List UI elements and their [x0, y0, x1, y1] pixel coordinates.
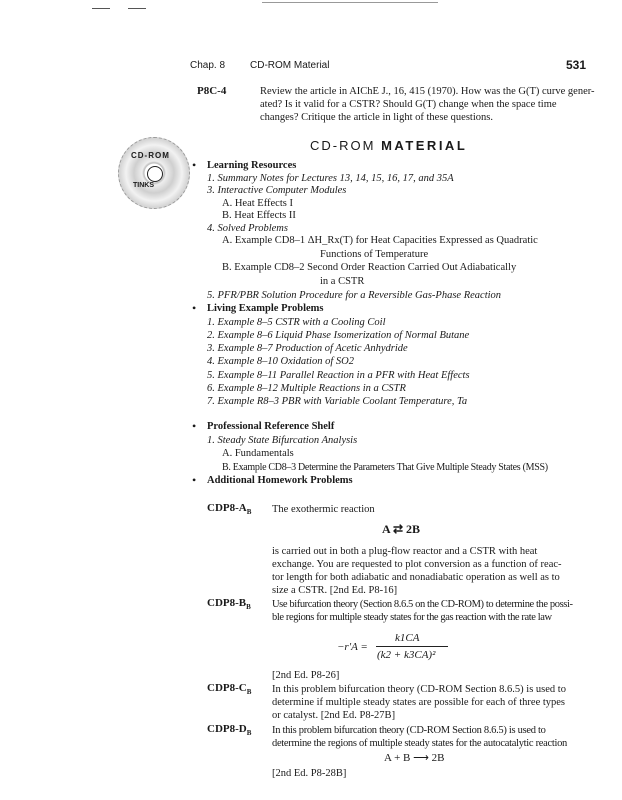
list-item-continuation: in a CSTR	[320, 276, 365, 287]
list-item-continuation: Functions of Temperature	[320, 249, 429, 260]
problem-label-cdp8d	[207, 723, 251, 737]
running-header-title: CD-ROM Material	[250, 60, 330, 71]
label-sub: B	[246, 508, 252, 517]
list-item: 4. Example 8–10 Oxidation of SO2	[207, 356, 354, 367]
cdrom-disc-icon	[118, 137, 190, 209]
text-line: exchange. You are requested to plot conversion as a function of reac-	[272, 559, 562, 570]
bullet-icon: •	[192, 419, 197, 433]
page-number: 531	[566, 58, 587, 72]
cdp8b-ref: [2nd Ed. P8-26]	[272, 670, 340, 681]
list-item: 5. Example 8–11 Parallel Reaction in a PFR with Heat Effects	[207, 370, 470, 381]
problem-text-p8c4	[260, 85, 595, 124]
list-item: 1. Summary Notes for Lectures 13, 14, 15, 16, 17, and 35A	[207, 173, 454, 184]
top-center-rule	[262, 2, 438, 3]
text-line: Review the article in AIChE J., 16, 415 (1970). How was the G(T) curve gener-	[260, 86, 595, 97]
text-line: or catalyst. [2nd Ed. P8-27B]	[272, 710, 396, 721]
cdp8b-text	[272, 598, 573, 624]
bullet-icon: •	[192, 158, 197, 172]
problem-label-cdp8b	[207, 597, 251, 611]
list-item: 1. Example 8–5 CSTR with a Cooling Coil	[207, 317, 386, 328]
text-line: determine the regions of multiple steady states for the autocatalytic reaction	[272, 738, 567, 749]
text-line: ble regions for multiple steady states for the gas reaction with the rate law	[272, 612, 552, 623]
cdp8a-intro: The exothermic reaction	[272, 504, 375, 515]
fraction-bar	[376, 646, 448, 647]
list-item: 2. Example 8–6 Liquid Phase Isomerization of Normal Butane	[207, 330, 470, 341]
bullet-icon: •	[192, 473, 197, 487]
list-item: B. Example CD8–3 Determine the Parameters That Give Multiple Steady States (MSS)	[222, 462, 548, 473]
section-title-bold: MATERIAL	[381, 138, 468, 153]
professional-reference-heading: Professional Reference Shelf	[207, 421, 335, 432]
problem-label-cdp8c	[207, 682, 251, 696]
rate-law-numerator: k1CA	[395, 632, 420, 644]
label-main: CDP8-B	[207, 597, 247, 609]
list-item: 1. Steady State Bifurcation Analysis	[207, 435, 358, 446]
label-main: CDP8-D	[207, 723, 247, 735]
top-left-rule-2	[128, 8, 146, 9]
section-title	[310, 138, 467, 153]
list-item: 7. Example R8–3 PBR with Variable Coolant Temperature, Ta	[207, 396, 468, 407]
text-line: determine if multiple steady states are possible for each of three types	[272, 697, 566, 708]
list-item: 4. Solved Problems	[207, 223, 288, 234]
living-examples-heading: Living Example Problems	[207, 303, 324, 314]
list-item: A. Fundamentals	[222, 448, 294, 459]
rate-law-denominator: (k2 + k3CA)²	[377, 649, 436, 661]
text-line: In this problem bifurcation theory (CD-ROM Section 8.6.5) is used to	[272, 684, 566, 695]
rate-law-lhs: −r′A =	[337, 641, 368, 653]
cdrom-logo-line2: TINKS	[133, 182, 154, 189]
cdrom-logo-line1: CD-ROM	[131, 151, 170, 160]
list-item: B. Example CD8–2 Second Order Reaction Carried Out Adiabatically	[222, 262, 517, 273]
section-title-light: CD-ROM	[310, 138, 376, 153]
text-line: tor length for both adiabatic and nonadiabatic operation as well as to	[272, 572, 560, 583]
label-sub: B	[246, 688, 252, 697]
list-item: A. Heat Effects I	[222, 198, 293, 209]
list-item: B. Heat Effects II	[222, 210, 296, 221]
cdp8d-ref: [2nd Ed. P8-28B]	[272, 768, 347, 779]
text-line: size a CSTR. [2nd Ed. P8-16]	[272, 585, 398, 596]
list-item: 3. Interactive Computer Modules	[207, 185, 347, 196]
text-line: Use bifurcation theory (Section 8.6.5 on the CD-ROM) to determine the possi-	[272, 599, 573, 610]
label-main: CDP8-C	[207, 682, 247, 694]
bullet-icon: •	[192, 301, 197, 315]
disc-hole	[147, 166, 163, 182]
text-line: ated? Is it valid for a CSTR? Should G(T) change when the space time	[260, 99, 557, 110]
additional-homework-heading: Additional Homework Problems	[207, 475, 353, 486]
cdp8a-text	[272, 545, 562, 597]
text-line: is carried out in both a plug-flow reactor and a CSTR with heat	[272, 546, 538, 557]
running-header-chapter: Chap. 8	[190, 60, 226, 71]
label-main: CDP8-A	[207, 502, 247, 514]
problem-label-p8c4: P8C-4	[197, 85, 227, 97]
cdp8d-equation: A + B ⟶ 2B	[384, 752, 445, 764]
label-sub: B	[246, 603, 251, 612]
top-left-rule-1	[92, 8, 110, 9]
list-item: 6. Example 8–12 Multiple Reactions in a CSTR	[207, 383, 406, 394]
text-line: In this problem bifurcation theory (CD-ROM Section 8.6.5) is used to	[272, 725, 546, 736]
cdp8a-equation: A ⇄ 2B	[382, 522, 421, 536]
text-line: changes? Critique the article in light of these questions.	[260, 112, 493, 123]
list-item: 3. Example 8–7 Production of Acetic Anhydride	[207, 343, 408, 354]
label-sub: B	[246, 729, 252, 738]
problem-label-cdp8a	[207, 502, 251, 516]
list-item: 5. PFR/PBR Solution Procedure for a Reversible Gas-Phase Reaction	[207, 290, 502, 301]
learning-resources-heading: Learning Resources	[207, 160, 297, 171]
cdp8d-text	[272, 724, 567, 750]
list-item: A. Example CD8–1 ΔH_Rx(T) for Heat Capacities Expressed as Quadratic	[222, 235, 538, 246]
cdp8c-text	[272, 683, 566, 722]
